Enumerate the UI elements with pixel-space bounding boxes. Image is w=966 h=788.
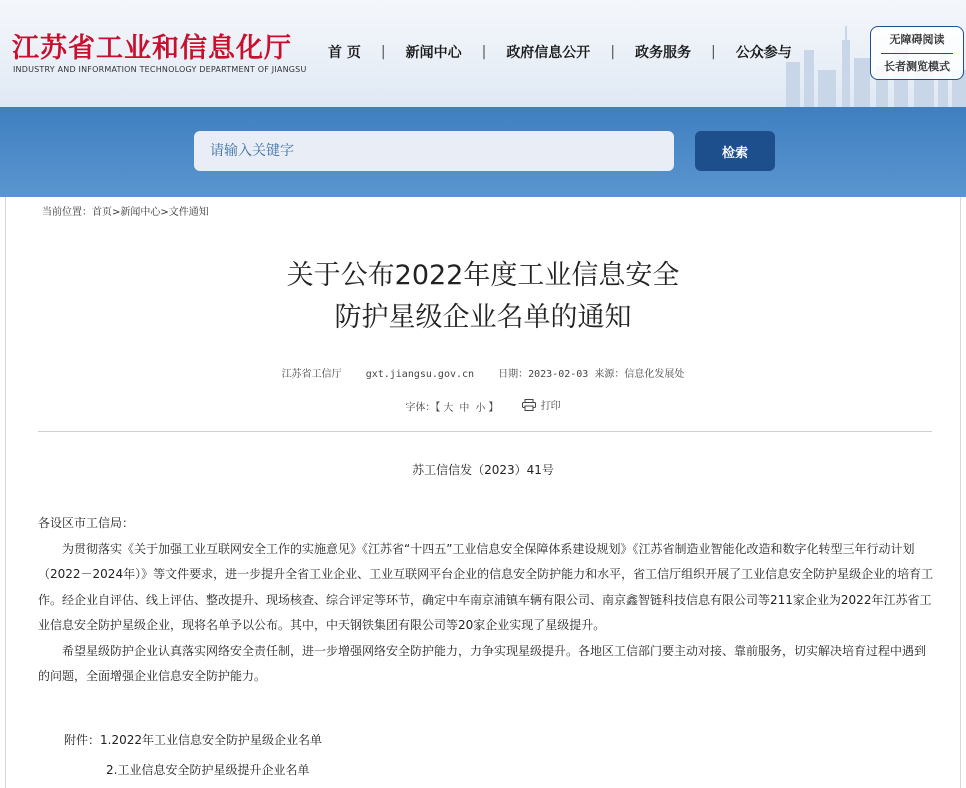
nav-gov-info[interactable]: 政府信息公开 (506, 45, 591, 61)
article-title (6, 255, 960, 339)
font-size-label: 字体：【 (405, 402, 441, 414)
nav-separator: | (380, 44, 386, 60)
article-title-line2: 防护星级企业名单的通知 (334, 302, 632, 333)
breadcrumb-prefix: 当前位置： (42, 207, 92, 218)
printer-icon (522, 399, 536, 411)
breadcrumb-sep: > (160, 207, 169, 218)
body-paragraph-1: 为贯彻落实《关于加强工业互联网安全工作的实施意见》《江苏省“十四五”工业信息安全保障体系建设规划》《江苏省制造业智能化改造和数字化转型三年行动计划（2022－2024年）》等文件要求，进一步提升全省工业企业、工业互联网平台企业的信息安全防护能力和水平，省工信厅组织开展了工业信息安全防护星级企业的培育工作。经企业自评估、线上评估、整改提升、现场核查、综合评定等环节，确定中车南京浦镇车辆有限公司、南京鑫智链科技信息有限公司等211家企业为2022年江苏省工业信息安全防护星级企业，现将名单予以公布。其中，中天钢铁集团有限公司等20家企业实现了星级提升。 (38, 541, 934, 632)
breadcrumb-news[interactable]: 新闻中心 (120, 207, 161, 218)
breadcrumb-current[interactable]: 文件通知 (168, 207, 209, 218)
font-size-large-button[interactable]: 大 (443, 402, 454, 414)
search-input[interactable] (194, 131, 674, 171)
nav-separator: | (481, 44, 487, 60)
attachment-link-2[interactable]: 2.工业信息安全防护星级提升企业名单 (106, 763, 310, 777)
breadcrumb-sep: > (112, 207, 121, 218)
print-label: 打印 (540, 401, 561, 412)
article-date-source: 日期：2023-02-03 来源：信息化发展处 (498, 369, 685, 380)
article-title-line1: 关于公布2022年度工业信息安全 (286, 260, 680, 291)
article-source: 江苏省工信厅 (281, 369, 342, 380)
accessibility-reading-button[interactable]: 无障碍阅读 (889, 33, 945, 46)
nav-separator: | (610, 44, 616, 60)
article-container (5, 197, 961, 788)
article-body (38, 511, 934, 690)
site-header (0, 0, 966, 107)
accessibility-box (870, 26, 964, 80)
font-size-label-end: 】 (488, 402, 499, 414)
elder-mode-button[interactable]: 长者测览模式 (884, 60, 950, 73)
site-logo-text[interactable]: 江苏省工业和信息化厅 (12, 33, 292, 64)
article-site: gxt.jiangsu.gov.cn (365, 369, 475, 380)
nav-public-participation[interactable]: 公众参与 (735, 45, 792, 61)
attachment-label: 附件： (64, 733, 101, 747)
font-size-small-button[interactable]: 小 (475, 402, 486, 414)
attachment-link-1[interactable]: 1.2022年工业信息安全防护星级企业名单 (100, 733, 323, 747)
attachments (64, 725, 322, 785)
nav-gov-service[interactable]: 政务服务 (635, 45, 692, 61)
main-nav (328, 42, 792, 62)
nav-news-center[interactable]: 新闻中心 (405, 45, 462, 61)
divider (38, 431, 932, 432)
search-button[interactable]: 检索 (695, 131, 775, 171)
nav-separator: | (711, 44, 716, 60)
nav-home[interactable]: 首 页 (328, 45, 361, 61)
font-size-medium-button[interactable]: 中 (459, 402, 470, 414)
salutation: 各设区市工信局： (38, 516, 135, 530)
article-tools (6, 397, 960, 414)
document-number: 苏工信信发（2023）41号 (412, 463, 554, 477)
site-logo-english: INDUSTRY AND INFORMATION TECHNOLOGY DEPARTMENT OF JIANGSU (13, 65, 307, 74)
breadcrumb (42, 203, 209, 218)
article-meta (6, 365, 960, 380)
breadcrumb-home[interactable]: 首页 (92, 207, 112, 218)
body-paragraph-2: 希望星级防护企业认真落实网络安全责任制，进一步增强网络安全防护能力，力争实现星级提升。各地区工信部门要主动对接、靠前服务，切实解决培育过程中遇到的问题，全面增强企业信息安全防护能力。 (38, 643, 927, 683)
print-button[interactable] (522, 397, 561, 412)
